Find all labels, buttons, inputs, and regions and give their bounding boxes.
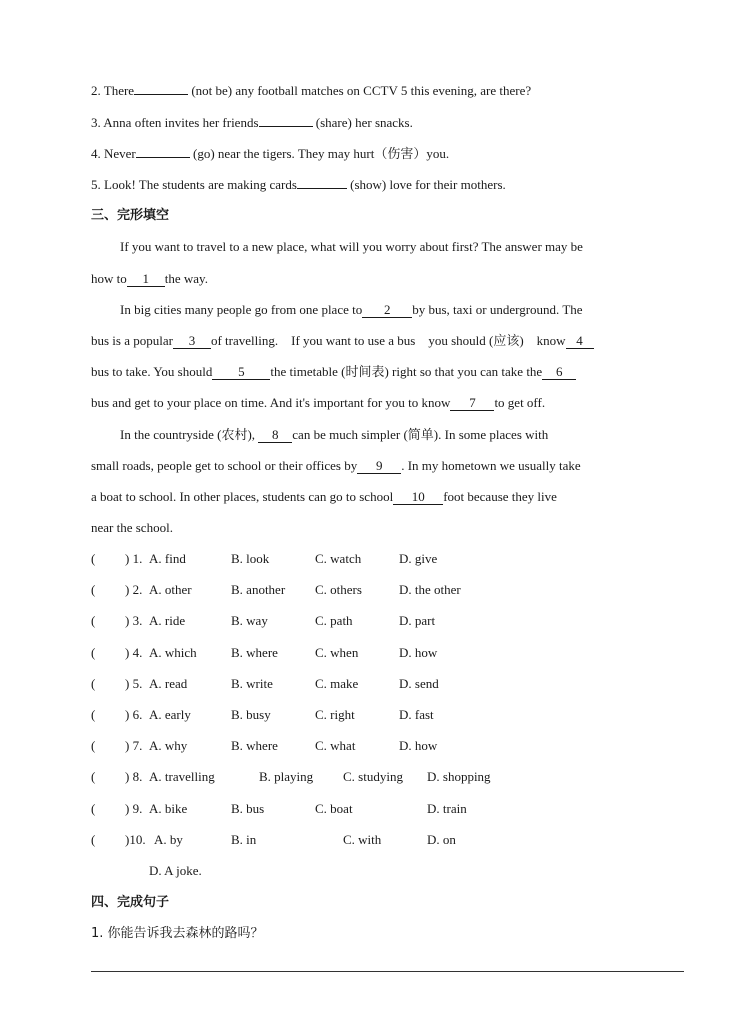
answer-blank[interactable] xyxy=(134,94,188,95)
option-b[interactable]: B. where xyxy=(231,738,278,754)
option-d[interactable]: D. shopping xyxy=(427,769,491,785)
question-number: ) 8. xyxy=(125,769,143,785)
answer-paren[interactable]: ( xyxy=(91,707,96,722)
option-a[interactable]: A. by xyxy=(154,831,183,847)
question-number: ) 1. xyxy=(125,551,143,566)
question-number: ) 3. xyxy=(125,613,143,629)
answer-paren[interactable]: ( xyxy=(91,675,96,691)
option-a[interactable]: A. other xyxy=(149,582,192,598)
cloze-blank-7[interactable]: 7 xyxy=(450,396,494,411)
option-d[interactable]: D. how xyxy=(399,644,438,660)
option-a[interactable]: A. read xyxy=(149,675,188,691)
section-heading-complete-sentences: 四、完成句子 xyxy=(91,895,170,910)
option-a[interactable]: A. why xyxy=(149,738,188,754)
option-c[interactable]: C. with xyxy=(343,831,382,847)
answer-blank[interactable] xyxy=(259,126,313,127)
sentence-2: 2. There (not be) any football matches on CCTV 5 this evening, are there? xyxy=(91,83,532,98)
option-a[interactable]: A. which xyxy=(149,644,197,660)
option-a[interactable]: A. find xyxy=(149,551,186,566)
cloze-paragraph-1-line-1: If you want to travel to a new place, what will you worry about first? The answer may be xyxy=(120,239,583,254)
option-b[interactable]: B. way xyxy=(231,613,268,629)
cloze-paragraph-3-line-2: small roads, people get to school or their offices by 9 . In my hometown we usually take xyxy=(91,458,581,473)
cloze-blank-4[interactable]: 4 xyxy=(566,334,594,349)
answer-paren[interactable]: ( xyxy=(91,800,96,816)
answer-paren[interactable]: ( xyxy=(91,831,96,847)
option-d[interactable]: D. send xyxy=(399,675,439,691)
question-number: ) 7. xyxy=(125,738,143,754)
sentence-4: 4. Never (go) near the tigers. They may hurt（伤害）you. xyxy=(91,146,450,161)
cloze-blank-8[interactable]: 8 xyxy=(258,428,292,443)
option-d[interactable]: D. fast xyxy=(399,707,434,722)
option-c[interactable]: C. right xyxy=(315,707,355,722)
option-c[interactable]: C. studying xyxy=(343,769,403,785)
cloze-blank-5[interactable]: 5 xyxy=(212,365,270,380)
cloze-paragraph-3-line-3: a boat to school. In other places, students can go to school 10 foot because they live xyxy=(91,489,557,504)
option-c[interactable]: C. watch xyxy=(315,551,362,566)
sentence-5: 5. Look! The students are making cards (show) love for their mothers. xyxy=(91,177,506,192)
cloze-blank-1[interactable]: 1 xyxy=(127,272,165,287)
question-number: ) 5. xyxy=(125,675,143,691)
section-heading-cloze: 三、完形填空 xyxy=(91,208,170,223)
option-c[interactable]: C. what xyxy=(315,738,356,754)
answer-blank[interactable] xyxy=(297,188,347,189)
question-number: ) 9. xyxy=(125,800,143,816)
cloze-blank-9[interactable]: 9 xyxy=(357,459,401,474)
option-b[interactable]: B. another xyxy=(231,582,286,598)
option-d[interactable]: D. the other xyxy=(399,582,461,598)
option-b[interactable]: B. where xyxy=(231,644,278,660)
question-number: )10. xyxy=(125,831,146,847)
option-c[interactable]: C. make xyxy=(315,675,359,691)
option-c[interactable]: C. when xyxy=(315,644,359,660)
cloze-paragraph-2-line-2: bus is a popular 3 of travelling. If you want to use a bus you should (应该) know 4 xyxy=(91,332,594,350)
option-a[interactable]: A. travelling xyxy=(149,769,215,785)
option-d[interactable]: D. part xyxy=(399,613,436,629)
option-d[interactable]: D. give xyxy=(399,551,438,566)
translation-question-1: 1. 你能告诉我去森林的路吗？ xyxy=(91,926,264,941)
cloze-blank-2[interactable]: 2 xyxy=(362,303,412,318)
option-b[interactable]: B. playing xyxy=(259,769,314,785)
option-a[interactable]: A. ride xyxy=(149,613,186,629)
cloze-paragraph-3-line-1: In the countryside (农村), 8 can be much simpler (简单). In some places with xyxy=(120,427,549,442)
option-c[interactable]: C. others xyxy=(315,582,362,598)
answer-blank[interactable] xyxy=(136,157,190,158)
cloze-paragraph-2-line-3: bus to take. You should 5 the timetable (时间表) right so that you can take the 6 xyxy=(91,363,576,381)
option-b[interactable]: B. look xyxy=(231,551,270,566)
cloze-blank-10[interactable]: 10 xyxy=(393,490,443,505)
answer-paren[interactable]: ( xyxy=(91,644,96,660)
option-d[interactable]: D. how xyxy=(399,738,438,754)
option-b[interactable]: B. bus xyxy=(231,800,265,816)
stray-option: D. A joke. xyxy=(149,863,202,878)
answer-paren[interactable]: ( xyxy=(91,582,96,598)
option-b[interactable]: B. write xyxy=(231,675,273,691)
sentence-3: 3. Anna often invites her friends (share) her snacks. xyxy=(91,115,413,130)
option-b[interactable]: B. busy xyxy=(231,707,271,722)
answer-paren[interactable]: ( xyxy=(91,613,96,629)
cloze-paragraph-3-line-4: near the school. xyxy=(91,520,173,535)
answer-paren[interactable]: ( xyxy=(91,738,96,754)
option-d[interactable]: D. train xyxy=(427,800,467,816)
option-d[interactable]: D. on xyxy=(427,831,456,847)
cloze-paragraph-2-line-1: In big cities many people go from one place to 2 by bus, taxi or underground. The xyxy=(120,302,583,317)
option-c[interactable]: C. boat xyxy=(315,800,353,816)
cloze-blank-3[interactable]: 3 xyxy=(173,334,211,349)
question-number: ) 6. xyxy=(125,707,143,722)
cloze-blank-6[interactable]: 6 xyxy=(542,365,576,380)
answer-paren[interactable]: ( xyxy=(91,551,96,566)
cloze-paragraph-1-line-2: how to 1 the way. xyxy=(91,271,208,286)
answer-paren[interactable]: ( xyxy=(91,769,96,785)
cloze-paragraph-2-line-4: bus and get to your place on time. And it's important for you to know 7 to get off. xyxy=(91,395,546,410)
answer-line[interactable] xyxy=(91,971,684,972)
option-a[interactable]: A. early xyxy=(149,707,191,722)
question-number: ) 2. xyxy=(125,582,143,598)
option-c[interactable]: C. path xyxy=(315,613,353,629)
option-b[interactable]: B. in xyxy=(231,831,257,847)
option-a[interactable]: A. bike xyxy=(149,800,188,816)
question-number: ) 4. xyxy=(125,644,143,660)
